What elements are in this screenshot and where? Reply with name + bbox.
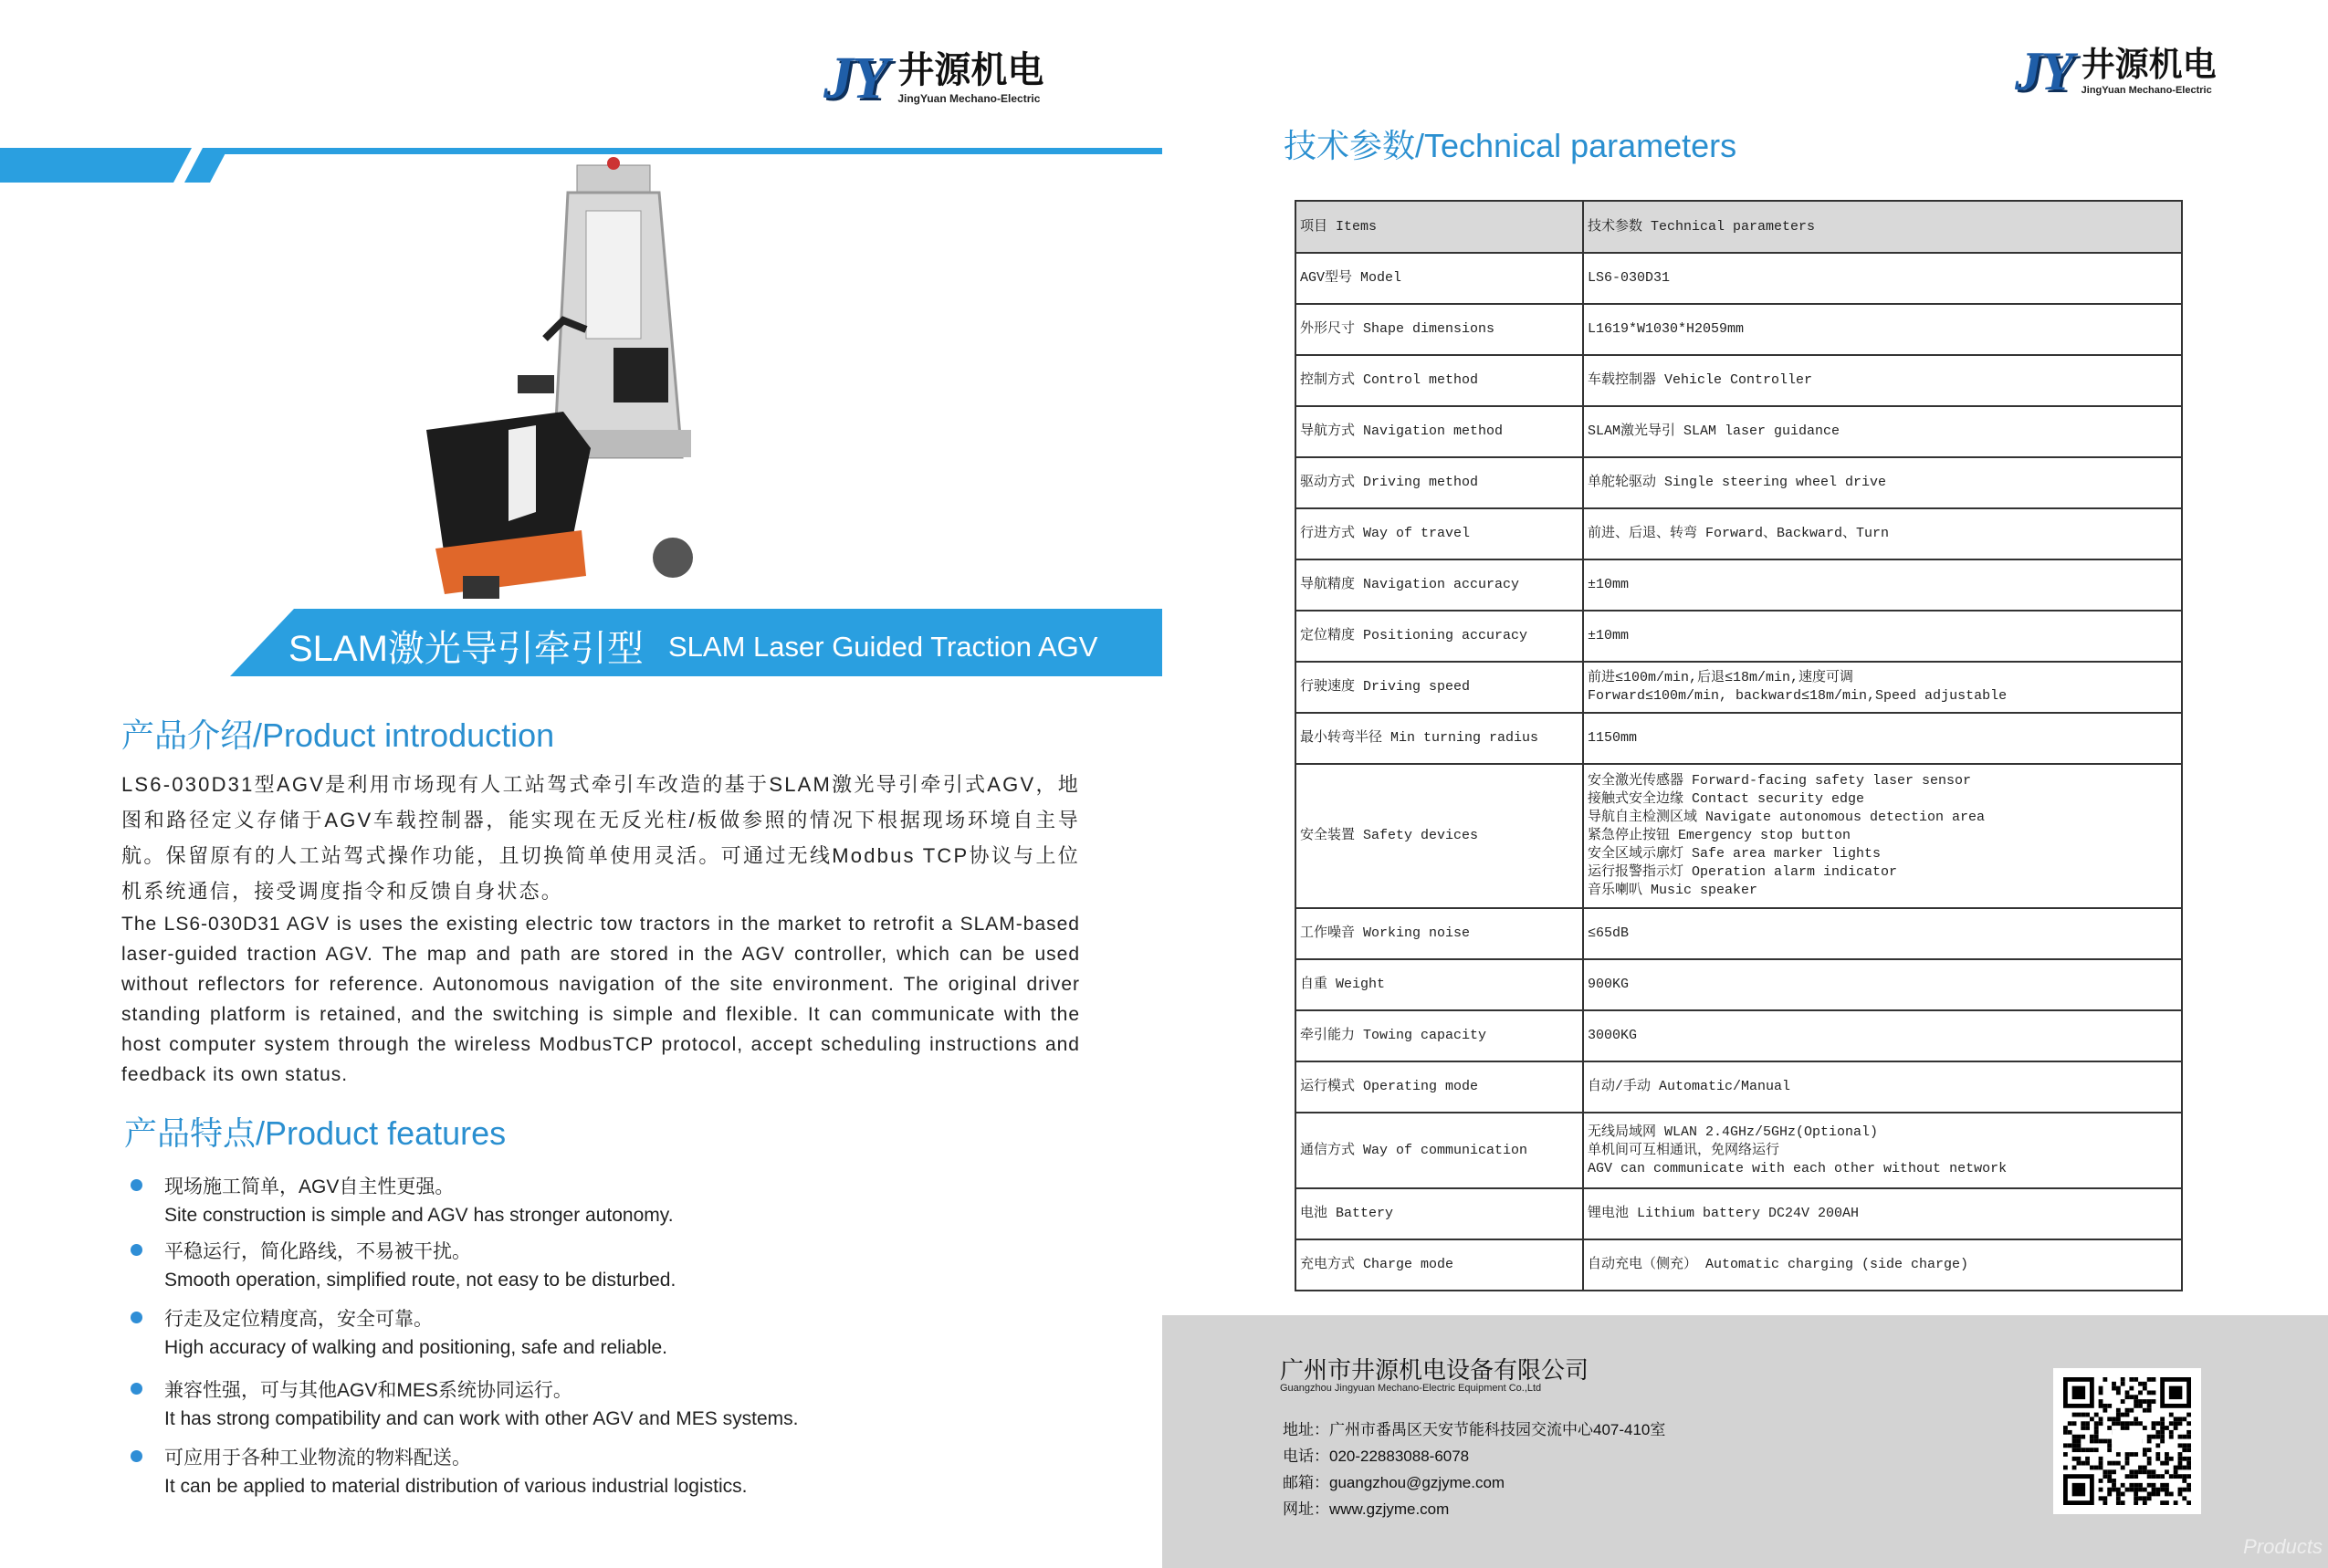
table-header-row bbox=[1295, 201, 2182, 253]
logo-mark: JY bbox=[2015, 41, 2072, 101]
param-value bbox=[1583, 559, 2182, 611]
intro-text-en: The LS6-030D31 AGV is uses the existing electric tow tractors in the market to retrofit a SLAM-based laser-guided traction AGV. The map and path are stored in the AGV controller, which can be used without reflectors for reference. Autonomous navigation of the site environment. The original driver standing platform is retained, and the switching is simple and flexible. It can communicate with the host computer system through the wireless ModbusTCP protocol, accept scheduling instructions and feedback its own status. bbox=[121, 914, 1080, 1085]
param-item: 安全装置 Safety devices bbox=[1295, 764, 1583, 908]
logo-name-cn: 井源机电 bbox=[897, 50, 1044, 90]
param-item: 控制方式 Control method bbox=[1295, 355, 1583, 406]
param-value bbox=[1583, 1188, 2182, 1239]
param-item: 电池 Battery bbox=[1295, 1188, 1583, 1239]
intro-heading: 产品介绍/Product introduction bbox=[121, 716, 555, 754]
feature-text-en: It has strong compatibility and can work with other AGV and MES systems. bbox=[164, 1408, 799, 1429]
param-value bbox=[1583, 355, 2182, 406]
tech-params-table bbox=[1295, 200, 2183, 1291]
table-row bbox=[1295, 457, 2182, 508]
param-value-line: 导航自主检测区域 Navigate autonomous detection area bbox=[1588, 810, 1986, 825]
feature-text-cn: 行走及定位精度高，安全可靠。 bbox=[164, 1309, 433, 1330]
table-row bbox=[1295, 908, 2182, 959]
param-value-line: AGV can communicate with each other without network bbox=[1588, 1160, 2008, 1176]
table-row bbox=[1295, 1113, 2182, 1188]
header-params: 技术参数 Technical parameters bbox=[1583, 201, 2182, 253]
qr-code bbox=[2053, 1368, 2201, 1514]
param-value-line: ≤65dB bbox=[1588, 925, 1630, 941]
param-value bbox=[1583, 713, 2182, 764]
param-item: 行驶速度 Driving speed bbox=[1295, 662, 1583, 713]
watermark: Products bbox=[2243, 1535, 2323, 1558]
table-row bbox=[1295, 253, 2182, 304]
address: 地址：广州市番禺区天安节能科技园交流中心407-410室 bbox=[1283, 1421, 1666, 1438]
table-row bbox=[1295, 304, 2182, 355]
param-item: 充电方式 Charge mode bbox=[1295, 1239, 1583, 1291]
param-value-line: SLAM激光导引 SLAM laser guidance bbox=[1588, 423, 1840, 439]
tech-heading: 技术参数/Technical parameters bbox=[1284, 127, 1737, 164]
table-row bbox=[1295, 662, 2182, 713]
company-name-cn: 广州市井源机电设备有限公司 bbox=[1280, 1356, 1589, 1384]
param-value-line: Forward≤100m/min, backward≤18m/min,Speed adjustable bbox=[1588, 688, 2008, 704]
intro-text-cn: LS6-030D31型AGV是利用市场现有人工站驾式牵引车改造的基于SLAM激光导引牵引式AGV，地图和路径定义存储于AGV车载控制器，能实现在无反光柱/板做参照的情况下根据现场环境自主导航。保留原有的人工站驾式操作功能，且切换简单使用灵活。可通过无线Modbus TCP协议与上位机系统通信，接受调度指令和反馈自身状态。 bbox=[121, 773, 1080, 903]
param-value bbox=[1583, 1239, 2182, 1291]
param-value-line: 无线局域网 WLAN 2.4GHz/5GHz(Optional) bbox=[1588, 1124, 1879, 1140]
param-value bbox=[1583, 764, 2182, 908]
feature-text-en: Site construction is simple and AGV has stronger autonomy. bbox=[164, 1205, 674, 1226]
param-item: 定位精度 Positioning accuracy bbox=[1295, 611, 1583, 662]
param-item: 牵引能力 Towing capacity bbox=[1295, 1010, 1583, 1061]
param-value bbox=[1583, 406, 2182, 457]
param-value-line: 900KG bbox=[1588, 977, 1630, 992]
banner-title-cn: SLAM激光导引牵引型 bbox=[288, 629, 644, 669]
logo-name-en: JingYuan Mechano-Electric bbox=[897, 92, 1041, 105]
param-item: AGV型号 Model bbox=[1295, 253, 1583, 304]
agv-tractor-image bbox=[408, 156, 720, 603]
param-value-line: 音乐喇叭 Music speaker bbox=[1588, 883, 1758, 898]
table-row bbox=[1295, 764, 2182, 908]
table-row bbox=[1295, 406, 2182, 457]
param-value-line: 安全区域示廓灯 Safe area marker lights bbox=[1588, 846, 1882, 862]
param-value bbox=[1583, 304, 2182, 355]
features-heading: 产品特点/Product features bbox=[124, 1114, 507, 1152]
table-row bbox=[1295, 1010, 2182, 1061]
banner-title-en: SLAM Laser Guided Traction AGV bbox=[668, 631, 1098, 663]
logo-name-en: JingYuan Mechano-Electric bbox=[2081, 85, 2212, 96]
feature-text-cn: 现场施工简单，AGV自主性更强。 bbox=[164, 1176, 455, 1197]
bullet-icon bbox=[131, 1383, 142, 1395]
bullet-icon bbox=[131, 1312, 142, 1323]
brand-logo-right bbox=[2015, 40, 2217, 103]
param-value-line: LS6-030D31 bbox=[1588, 270, 1671, 286]
brand-logo-left bbox=[823, 44, 1043, 113]
table-row bbox=[1295, 611, 2182, 662]
param-item: 工作噪音 Working noise bbox=[1295, 908, 1583, 959]
param-value-line: 锂电池 Lithium battery DC24V 200AH bbox=[1588, 1206, 1860, 1221]
param-value bbox=[1583, 253, 2182, 304]
feature-text-en: Smooth operation, simplified route, not easy to be disturbed. bbox=[164, 1270, 676, 1291]
param-item: 驱动方式 Driving method bbox=[1295, 457, 1583, 508]
param-item: 外形尺寸 Shape dimensions bbox=[1295, 304, 1583, 355]
logo-mark: JY bbox=[823, 45, 887, 111]
table-row bbox=[1295, 713, 2182, 764]
param-value bbox=[1583, 1061, 2182, 1113]
feature-text-cn: 可应用于各种工业物流的物料配送。 bbox=[164, 1448, 471, 1469]
param-value-line: 前进、后退、转弯 Forward、Backward、Turn bbox=[1588, 526, 1890, 541]
param-value bbox=[1583, 1010, 2182, 1061]
table-row bbox=[1295, 508, 2182, 559]
param-value-line: 紧急停止按钮 Emergency stop button bbox=[1588, 828, 1851, 843]
param-item: 导航精度 Navigation accuracy bbox=[1295, 559, 1583, 611]
param-item: 行进方式 Way of travel bbox=[1295, 508, 1583, 559]
param-item: 运行模式 Operating mode bbox=[1295, 1061, 1583, 1113]
bullet-icon bbox=[131, 1179, 142, 1191]
table-row bbox=[1295, 959, 2182, 1010]
table-row bbox=[1295, 1061, 2182, 1113]
product-banner bbox=[230, 609, 1162, 676]
param-value bbox=[1583, 1113, 2182, 1188]
footer bbox=[1162, 1315, 2328, 1568]
param-value-line: 车载控制器 Vehicle Controller bbox=[1588, 372, 1813, 388]
param-value-line: 3000KG bbox=[1588, 1028, 1638, 1043]
param-value-line: 接触式安全边缘 Contact security edge bbox=[1588, 791, 1865, 807]
logo-name-cn: 井源机电 bbox=[2081, 46, 2217, 83]
feature-text-en: High accuracy of walking and positioning, safe and reliable. bbox=[164, 1337, 667, 1358]
qr-code-image bbox=[2062, 1377, 2192, 1505]
param-value-line: 单机间可互相通讯，免网络运行 bbox=[1588, 1142, 1780, 1158]
param-value-line: 安全激光传感器 Forward-facing safety laser sensor bbox=[1588, 773, 1972, 789]
param-item: 通信方式 Way of communication bbox=[1295, 1113, 1583, 1188]
param-value bbox=[1583, 662, 2182, 713]
email-link[interactable]: 邮箱：guangzhou@gzjyme.com bbox=[1283, 1474, 1505, 1491]
table-row bbox=[1295, 1239, 2182, 1291]
table-row bbox=[1295, 355, 2182, 406]
feature-text-en: It can be applied to material distribution of various industrial logistics. bbox=[164, 1476, 748, 1497]
param-value-line: 单舵轮驱动 Single steering wheel drive bbox=[1588, 475, 1887, 490]
param-value-line: 1150mm bbox=[1588, 730, 1638, 746]
feature-text-cn: 平稳运行，简化路线，不易被干扰。 bbox=[164, 1241, 471, 1262]
param-value-line: 前进≤100m/min,后退≤18m/min,速度可调 bbox=[1588, 670, 1854, 685]
param-value-line: ±10mm bbox=[1588, 628, 1630, 643]
bullet-icon bbox=[131, 1450, 142, 1462]
param-value bbox=[1583, 611, 2182, 662]
param-value bbox=[1583, 508, 2182, 559]
param-value-line: 运行报警指示灯 Operation alarm indicator bbox=[1588, 864, 1898, 880]
table-row bbox=[1295, 1188, 2182, 1239]
company-name-en: Guangzhou Jingyuan Mechano-Electric Equipment Co.,Ltd bbox=[1280, 1383, 1542, 1394]
param-item: 自重 Weight bbox=[1295, 959, 1583, 1010]
phone: 电话：020-22883088-6078 bbox=[1283, 1448, 1470, 1465]
feature-text-cn: 兼容性强，可与其他AGV和MES系统协同运行。 bbox=[164, 1380, 572, 1401]
param-value bbox=[1583, 457, 2182, 508]
param-value bbox=[1583, 959, 2182, 1010]
bullet-icon bbox=[131, 1244, 142, 1256]
param-value bbox=[1583, 908, 2182, 959]
header-items: 项目 Items bbox=[1295, 201, 1583, 253]
param-value-line: ±10mm bbox=[1588, 577, 1630, 592]
param-item: 最小转弯半径 Min turning radius bbox=[1295, 713, 1583, 764]
param-value-line: L1619*W1030*H2059mm bbox=[1588, 321, 1745, 337]
param-item: 导航方式 Navigation method bbox=[1295, 406, 1583, 457]
table-row bbox=[1295, 559, 2182, 611]
website-link[interactable]: 网址：www.gzjyme.com bbox=[1283, 1500, 1450, 1518]
param-value-line: 自动/手动 Automatic/Manual bbox=[1588, 1079, 1791, 1094]
param-value-line: 自动充电（侧充） Automatic charging (side charge) bbox=[1588, 1257, 1969, 1272]
